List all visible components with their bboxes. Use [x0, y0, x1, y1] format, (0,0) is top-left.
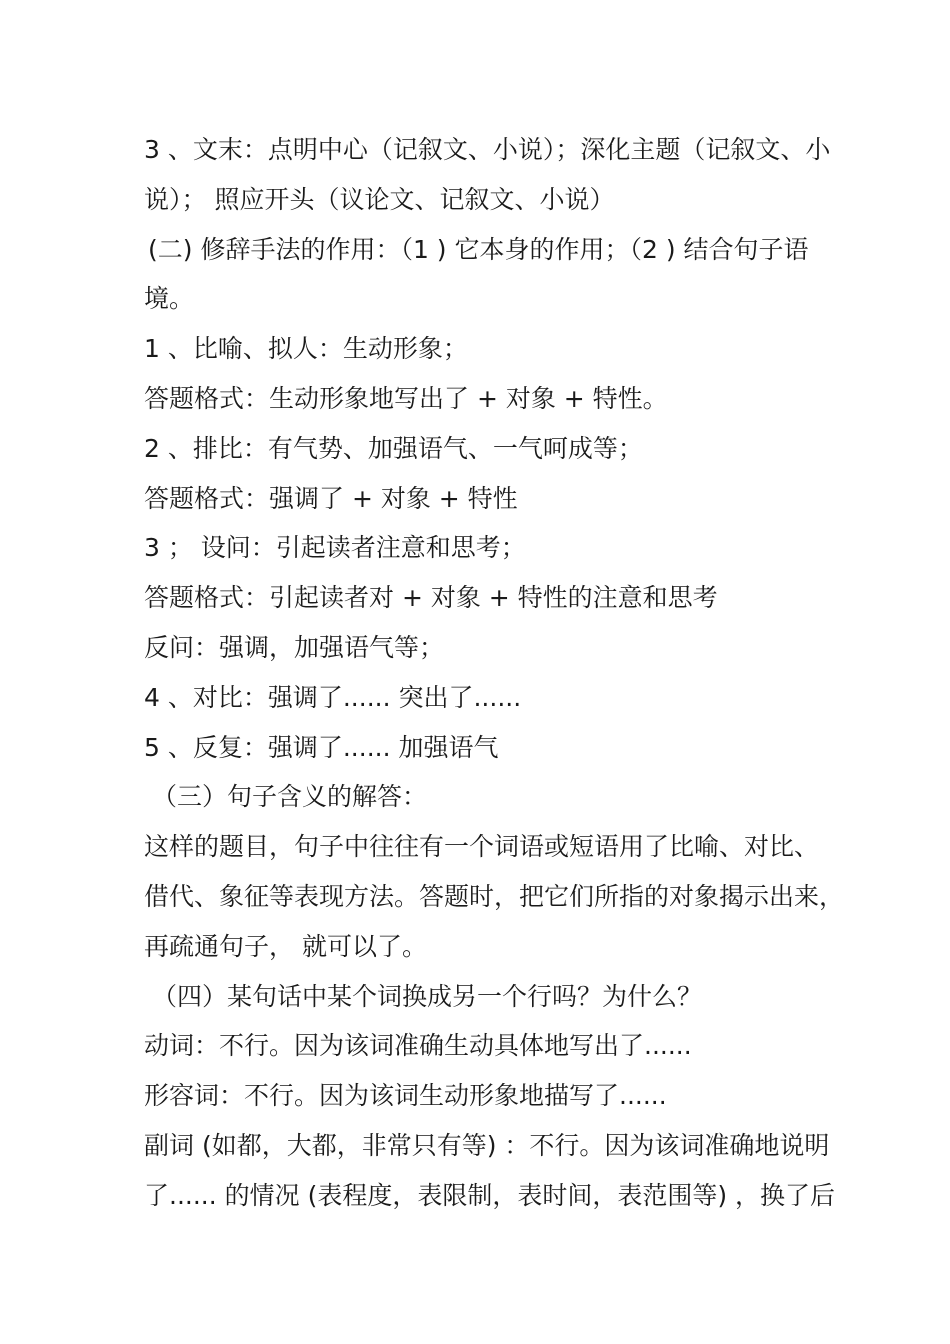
text-line: 说）； 照应开头（议论文、记叙文、小说）	[144, 184, 615, 214]
text-line: 1 、比喻、拟人：生动形象；	[144, 334, 468, 364]
section-heading: （四）某句话中某个词换成另一个行吗？为什么？	[152, 981, 703, 1011]
text-line: 答题格式：引起读者对 + 对象 + 特性的注意和思考	[144, 583, 718, 613]
text-line: 动词：不行。因为该词准确生动具体地写出了......	[144, 1031, 692, 1061]
text-line: 3 、文末：点明中心（记叙文、小说）；深化主题（记叙文、小	[144, 135, 831, 164]
section-heading: （三）句子含义的解答：	[152, 782, 428, 812]
text-line: 形容词：不行。因为该词生动形象地描写了......	[144, 1081, 667, 1111]
text-line: 4 、对比：强调了...... 突出了......	[144, 682, 522, 712]
text-line: 3 ； 设问：引起读者注意和思考；	[144, 533, 526, 563]
text-line: 境。	[144, 284, 195, 314]
text-line: 答题格式：强调了 + 对象 + 特性	[144, 483, 518, 513]
text-line: 再疏通句子， 就可以了。	[144, 931, 427, 961]
text-line: 了...... 的情况 (表程度，表限制，表时间，表范围等) ，换了后	[144, 1180, 836, 1210]
text-line: 答题格式：生动形象地写出了 + 对象 + 特性。	[144, 383, 668, 413]
text-line: 这样的题目，句子中往往有一个词语或短语用了比喻、对比、	[144, 832, 820, 862]
text-line: 反问：强调，加强语气等；	[144, 632, 445, 662]
section-heading: (二) 修辞手法的作用：（1 ) 它本身的作用；（2 ) 结合句子语	[148, 234, 809, 264]
text-line: 借代、象征等表现方法。答题时，把它们所指的对象揭示出来，	[144, 881, 845, 911]
document-body	[144, 125, 845, 1221]
text-line: 5 、反复：强调了...... 加强语气	[144, 732, 499, 762]
text-line: 2 、排比：有气势、加强语气、一气呵成等；	[144, 433, 643, 463]
text-line: 副词 (如都，大都，非常只有等) ：不行。因为该词准确地说明	[144, 1130, 830, 1160]
